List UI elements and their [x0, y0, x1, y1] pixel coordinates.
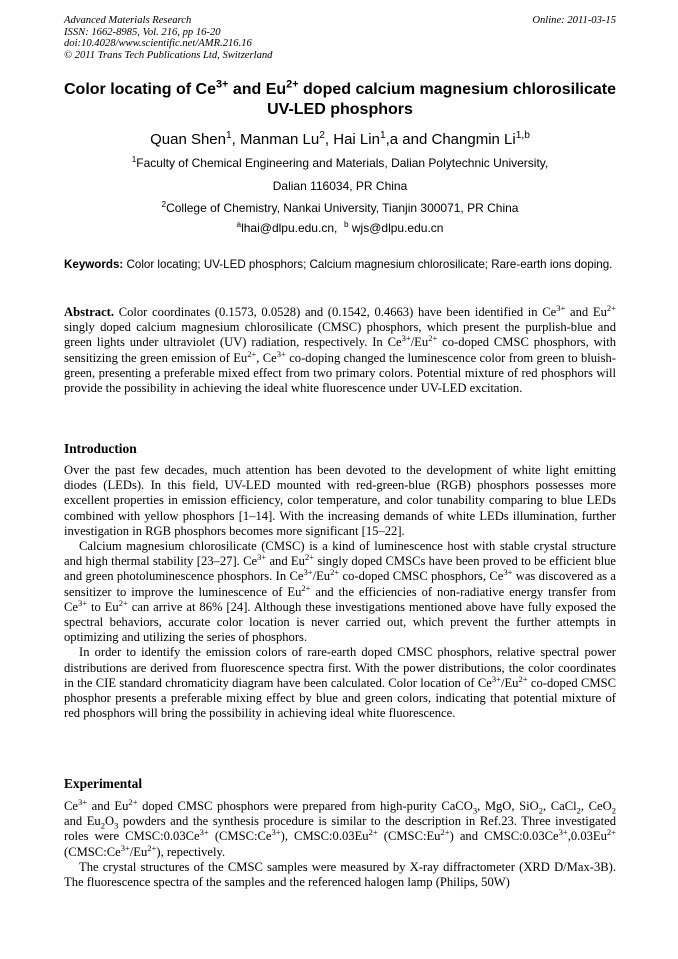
intro-paragraph-3: In order to identify the emission colors of rare-earth doped CMSC phosphors, relative spectral power distributions are derived from fluorescence spectra first. With the power distributions, the color coordinates in the CIE standard chromaticity diagram have been calculated. Color location of $Ce^{3+}/Eu^{2+}$ co-doped CMSC phosphor presents a preferable mixing effect by blue and green colors, indicating that potential mixture of red phosphors will bring the possibility in achieving ideal white fluorescence.	[64, 645, 616, 721]
intro-paragraph-2: Calcium magnesium chlorosilicate (CMSC) is a kind of luminescence host with stable crystal structure and high thermal stability [23–27]. $Ce^{3+}$ and $Eu^{2+}$ singly doped CMSCs have been proved to be efficient blue and green photoluminescence phosphors. In $Ce^{3+}/Eu^{2+}$ co-doped CMSC phosphors, $Ce^{3+}$ was discovered as a sensitizer to improve the luminescence of $Eu^{2+}$ and the efficiencies of non-radiative energy transfer from $Ce^{3+}$ to $Eu^{2+}$ can arrive at 86% [24]. Although these investigations mentioned above have fully exposed the spectral behaviors, accurate color location is never carried out, which prevent the further attempts in optimizing and utilizing the series of phosphors.	[64, 539, 616, 645]
journal-issn: ISSN: 1662-8985, Vol. 216, pp 16-20	[64, 26, 221, 38]
experimental-body	[64, 796, 617, 890]
affiliation-1: $^1$Faculty of Chemical Engineering and Materials, Dalian Polytechnic University,	[131, 155, 549, 170]
journal-name: Advanced Materials Research	[64, 15, 192, 26]
journal-header	[64, 15, 616, 61]
journal-copyright: © 2011 Trans Tech Publications Ltd, Switzerland	[64, 49, 273, 61]
introduction-heading: Introduction	[64, 441, 137, 456]
author-list: Quan Shen$^1$, Manman Lu$^2$, Hai Lin$^1$,a and Changmin Li$^{1,b}$	[150, 130, 530, 148]
keywords: Keywords: Color locating; UV-LED phosphors; Calcium magnesium chlorosilicate; Rare-earth ions doping.	[64, 258, 613, 271]
online-date: Online: 2011-03-15	[532, 15, 616, 26]
journal-doi: doi:10.4028/www.scientific.net/AMR.216.16	[64, 38, 252, 50]
introduction-body	[64, 463, 616, 721]
paper-title: Color locating of $Ce^{3+}$ and $Eu^{2+}$ doped calcium magnesium chlorosilicate UV-LED phosphors	[63, 78, 616, 118]
exp-paragraph-2: The crystal structures of the CMSC samples were measured by X-ray diffractometer (XRD D/Max-3B). The fluorescence spectra of the samples and the referenced halogen lamp (Philips, 50W)	[64, 859, 616, 890]
exp-paragraph-1: $Ce^{3+}$ and $Eu^{2+}$ doped CMSC phosphors were prepared from high-purity CaCO$_3$, MgO, SiO$_2$, CaCl$_2$, CeO$_2$ and $Eu_2O_3$ powders and the synthesis procedure is similar to the description in Ref.23. Three investigated roles were $CMSC:0.03Ce^{3+}$ $(CMSC:Ce^{3+})$, $CMSC:0.03Eu^{2+}$ $(CMSC:Eu^{2+})$ and $CMSC:0.03Ce^{3+},0.03Eu^{2+}$ $(CMSC:Ce^{3+}/Eu^{2+})$, repectively.	[64, 796, 617, 859]
intro-paragraph-1: Over the past few decades, much attention has been devoted to the development of white light emitting diodes (LEDs). In this field, UV-LED mounted with red-green-blue (RGB) phosphors possesses more excellent properties in emission efficiency, color temperature, and color tunability comparing to blue LEDs combined with yellow phosphors [1–14]. With the increasing demands of white LEDs illumination, further investigation in RGB phosphors becomes more significant [15–22].	[64, 463, 616, 538]
author-emails: $^a$lhai@dlpu.edu.cn, $^b$ wjs@dlpu.edu.cn	[236, 220, 444, 235]
abstract: Abstract. Color coordinates (0.1573, 0.0528) and (0.1542, 0.4663) have been identified in $Ce^{3+}$ and $Eu^{2+}$ singly doped calcium magnesium chlorosilicate (CMSC) phosphors, which present the purplish-blue and green lights under ultraviolet (UV) radiation, respectively. In $Ce^{3+}/Eu^{2+}$ co-doped CMSC phosphors, with sensitizing the green emission of $Eu^{2+}$, $Ce^{3+}$ co-doping changed the luminescence color from green to bluish-green, presenting a preferable mixed effect from two primary colors. Potential mixture of red phosphors will provide the possibility in achieving the ideal white fluorescence under UV-LED excitation.	[64, 302, 616, 396]
affiliation-1-city: Dalian 116034, PR China	[272, 179, 408, 193]
affiliation-2: $^2$College of Chemistry, Nankai University, Tianjin 300071, PR China	[161, 200, 519, 215]
experimental-heading: Experimental	[64, 776, 143, 791]
